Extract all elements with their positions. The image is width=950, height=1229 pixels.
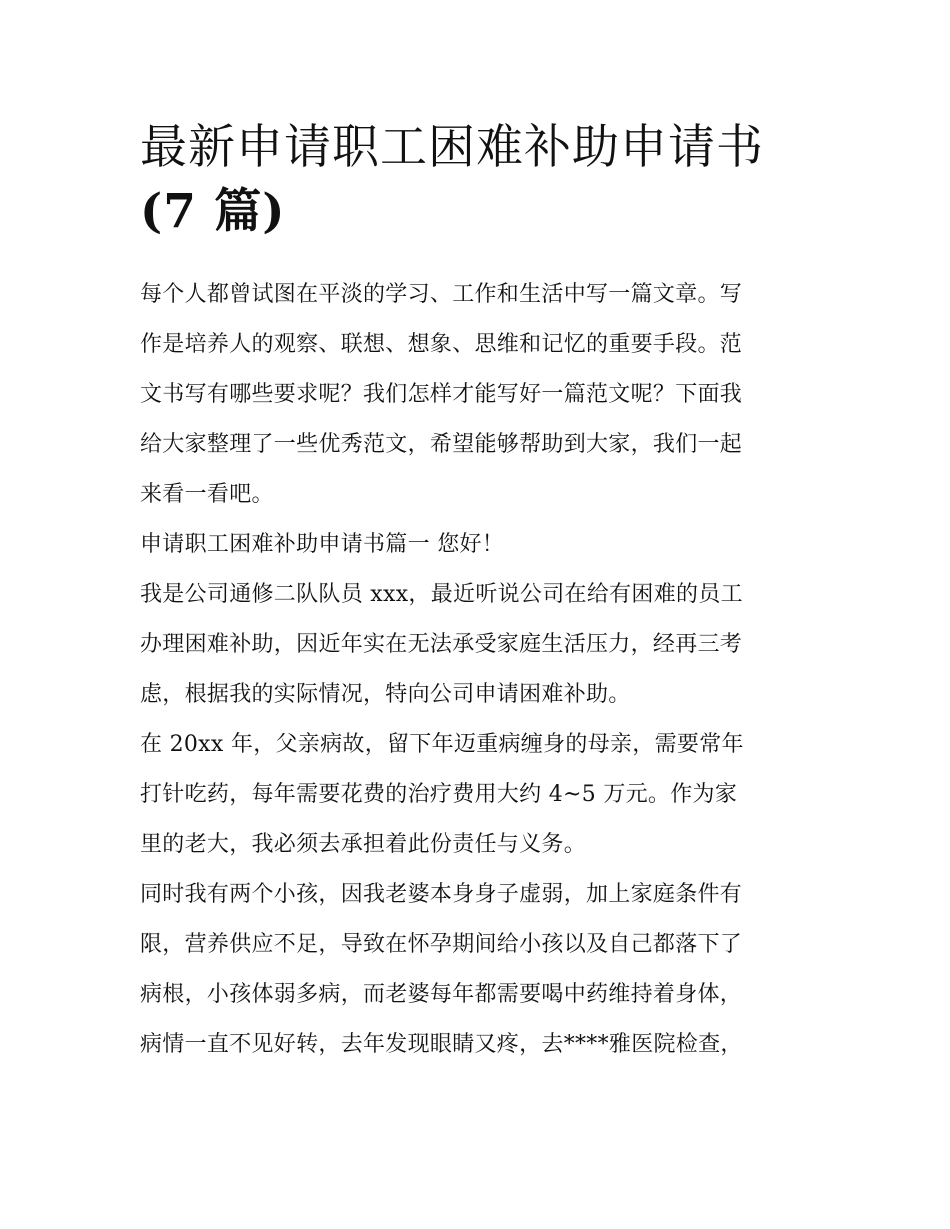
body-paragraph [140, 720, 812, 870]
text-line: 病情一直不见好转，去年发现眼睛又疼，去****雅医院检查， [140, 1032, 743, 1057]
text-line: 里的老大，我必须去承担着此份责任与义务。 [140, 832, 587, 857]
text-line: 在 20xx 年，父亲病故，留下年迈重病缠身的母亲，需要常年 [140, 732, 744, 757]
text-line: 限，营养供应不足，导致在怀孕期间给小孩以及自己都落下了 [140, 932, 743, 957]
text-line: 病根，小孩体弱多病，而老婆每年都需要喝中药维持着身体， [140, 982, 743, 1007]
body-paragraph [140, 870, 812, 1070]
text-line: 我是公司通修二队队员 xxx，最近听说公司在给有困难的员工 [140, 582, 743, 607]
text-line: 办理困难补助，因近年实在无法承受家庭生活压力，经再三考 [140, 632, 743, 657]
text-line: 每个人都曾试图在平淡的学习、工作和生活中写一篇文章。写 [140, 282, 743, 307]
text-line: 同时我有两个小孩，因我老婆本身身子虚弱，加上家庭条件有 [140, 882, 743, 907]
text-line: 打针吃药，每年需要花费的治疗费用大约 4~5 万元。作为家 [140, 782, 738, 807]
text-line: 虑，根据我的实际情况，特向公司申请困难补助。 [140, 682, 631, 707]
title-line-2: (7 篇) [140, 184, 286, 239]
document-title [140, 116, 812, 244]
section-heading-paragraph [140, 520, 812, 570]
text-line: 申请职工困难补助申请书篇一 您好！ [140, 532, 505, 557]
title-line-1: 最新申请职工困难补助申请书 [140, 120, 764, 175]
text-line: 文书写有哪些要求呢？我们怎样才能写好一篇范文呢？下面我 [140, 382, 743, 407]
document-page [140, 116, 812, 1070]
text-line: 作是培养人的观察、联想、想象、思维和记忆的重要手段。范 [140, 332, 743, 357]
text-line: 来看一看吧。 [140, 482, 274, 507]
body-paragraph [140, 570, 812, 720]
text-line: 给大家整理了一些优秀范文，希望能够帮助到大家，我们一起 [140, 432, 743, 457]
intro-paragraph [140, 270, 812, 520]
